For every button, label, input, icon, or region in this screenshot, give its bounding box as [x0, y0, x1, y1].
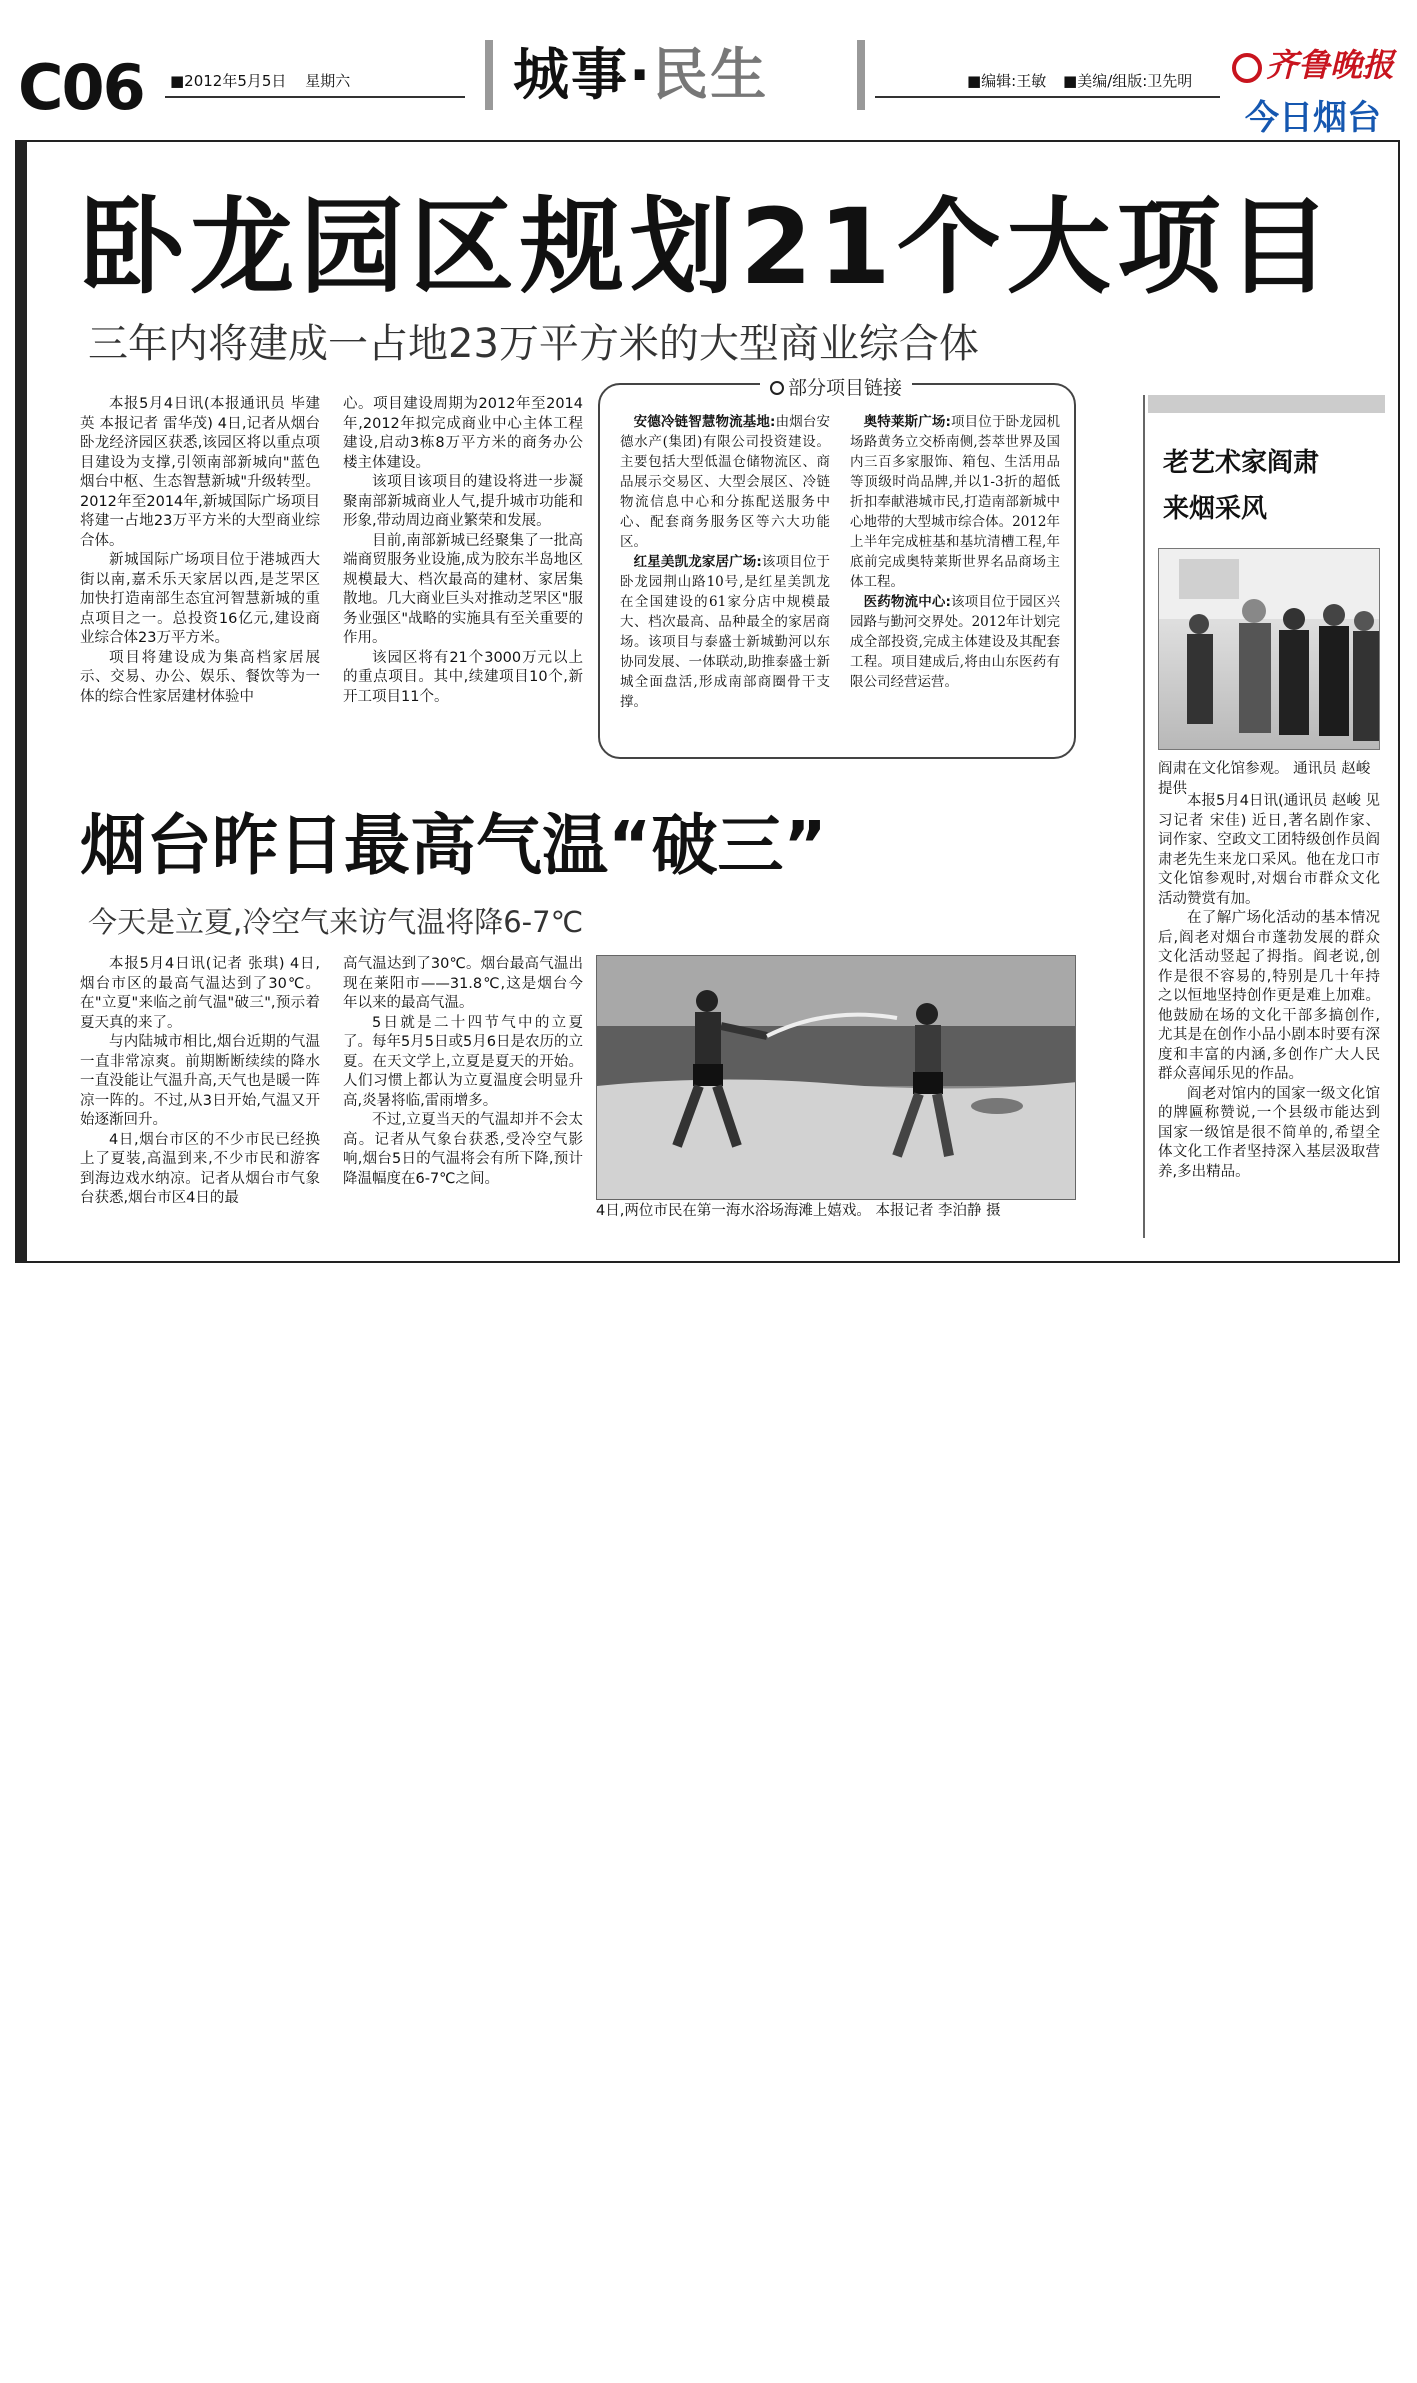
- side-headline-line: 来烟采风: [1163, 494, 1268, 524]
- story1-paragraph: 该项目该项目的建设将进一步凝聚南部新城商业人气,提升城市功能和形象,带动周边商业繁荣和发展。: [343, 474, 583, 529]
- beach-photo: [596, 955, 1076, 1200]
- story2-paragraph: 不过,立夏当天的气温却并不会太高。记者从气象台获悉,受冷空气影响,烟台5日的气温将会有所下降,预计降温幅度在6-7℃之间。: [343, 1112, 583, 1187]
- story1-column-1: [80, 395, 320, 707]
- paper-logo: [1232, 40, 1394, 86]
- link-entry-name: 红星美凯龙家居广场:: [633, 554, 762, 570]
- beach-photo-caption: 4日,两位市民在第一海水浴场海滩上嬉戏。 本报记者 李泊静 摄: [596, 1203, 1001, 1219]
- link-entry: [850, 412, 1060, 592]
- local-edition-label: 今日烟台: [1245, 98, 1381, 138]
- side-paragraph: 本报5月4日讯(通讯员 赵峻 见习记者 宋佳) 近日,著名剧作家、词作家、空政文工团特级创作员阎肃老先生来龙口采风。他在龙口市文化馆参观时,对烟台市群众文化活动赞赏有加。: [1158, 793, 1380, 907]
- links-column-right: [850, 412, 1060, 692]
- header-rule-left: [165, 96, 465, 98]
- project-links-title: 部分项目链接: [760, 373, 912, 400]
- beach-photo-figures: [597, 956, 1076, 1200]
- link-entry: [850, 592, 1060, 692]
- story2-paragraph: 与内陆城市相比,烟台近期的气温一直非常凉爽。前期断断续续的降水一直没能让气温升高,天气也是暖一阵凉一阵的。不过,从3日开始,气温又开始逐渐回升。: [80, 1034, 320, 1128]
- story2-column-1: [80, 955, 320, 1209]
- section-name-b: 民生: [652, 43, 769, 108]
- section-bar-left: [485, 40, 493, 110]
- link-entry-text: 该项目位于卧龙园荆山路10号,是红星美凯龙在全国建设的61家分店中规模最大、档次最高、品种最全的家居商场。该项目与泰盛士新城勤河以东协同发展、一体联动,助推泰盛士新城全面盘活,形成南部商圈骨干支撑。: [620, 554, 830, 710]
- story2-paragraph: 本报5月4日讯(记者 张琪) 4日,烟台市区的最高气温达到了30℃。在"立夏"来临之前气温"破三",预示着夏天真的来了。: [80, 956, 320, 1031]
- section-name-a: 城事: [513, 43, 629, 108]
- side-photo: [1158, 548, 1380, 750]
- side-headline-line: 老艺术家阎肃: [1163, 448, 1320, 478]
- story1-paragraph: 目前,南部新城已经聚集了一批高端商贸服务业设施,成为胶东半岛地区规模最大、档次最高的建材、家居集散地。几大商业巨头对推动芝罘区"服务业强区"战略的实施具有至关重要的作用。: [343, 532, 583, 646]
- story1-paragraph: 本报5月4日讯(本报通讯员 毕建英 本报记者 雷华茂) 4日,记者从烟台卧龙经济园区获悉,该园区将以重点项目建设为支撑,引领南部新城向"蓝色烟台中枢、生态智慧新城"升级转型。2012年至2014年,新城国际广场项目将建一占地23万平方米的大型商业综合体。: [80, 396, 320, 549]
- paper-logo-emblem-icon: [1232, 53, 1262, 83]
- date-text: ■2012年5月5日: [170, 72, 287, 90]
- section-banner: [485, 36, 865, 116]
- side-headline: [1163, 440, 1373, 532]
- story2-column-2: [343, 955, 583, 1189]
- section-bar-right: [857, 40, 865, 110]
- editor-text: ■编辑:王敏: [967, 72, 1047, 90]
- page-number: C06: [18, 51, 144, 124]
- story1-headline: 卧龙园区规划21个大项目: [80, 186, 1337, 308]
- link-entry-name: 奥特莱斯广场:: [863, 414, 951, 430]
- section-title: [513, 43, 769, 108]
- story2-subhead: 今天是立夏,冷空气来访气温将降6-7℃: [88, 905, 584, 939]
- story1-paragraph: 该园区将有21个3000万元以上的重点项目。其中,续建项目10个,新开工项目11个。: [343, 649, 583, 705]
- link-entry-name: 安德冷链智慧物流基地:: [633, 414, 776, 430]
- story1-paragraph: 项目将建设成为集高档家居展示、交易、办公、娱乐、餐饮等为一体的综合性家居建材体验中: [80, 649, 320, 705]
- link-entry-text: 由烟台安德水产(集团)有限公司投资建设。主要包括大型低温仓储物流区、商品展示交易区、大型会展区、冷链物流信息中心和分拣配送服务中心、配套商务服务区等六大功能区。: [620, 414, 830, 550]
- link-entry: [620, 412, 830, 552]
- story2-headline: 烟台昨日最高气温“破三”: [80, 807, 827, 884]
- editor-credits: [955, 70, 1192, 91]
- story1-paragraph: 新城国际广场项目位于港城西大街以南,嘉禾乐天家居以西,是芝罘区加快打造南部生态宜河智慧新城的重点项目之一。总投资16亿元,建设商业综合体23万平方米。: [80, 552, 320, 646]
- story2-paragraph: 高气温达到了30℃。烟台最高气温出现在莱阳市——31.8℃,这是烟台今年以来的最高气温。: [343, 956, 583, 1011]
- side-photo-figures: [1159, 549, 1380, 750]
- links-column-left: [620, 412, 830, 712]
- story1-paragraph: 心。项目建设周期为2012年至2014年,2012年拟完成商业中心主体工程建设,启动3栋8万平方米的商务办公楼主体建设。: [343, 396, 583, 471]
- weekday-text: 星期六: [305, 72, 351, 90]
- side-column-top-bar: [1148, 395, 1385, 413]
- art-editor-text: ■美编/组版:卫先明: [1063, 72, 1193, 90]
- issue-date: [170, 70, 364, 91]
- link-entry: [620, 552, 830, 712]
- story1-column-2: [343, 395, 583, 707]
- side-paragraph: 在了解广场化活动的基本情况后,阎老对烟台市蓬勃发展的群众文化活动竖起了拇指。阎老说,创作是很不容易的,特别是几十年持之以恒地坚持创作更是难上加难。他鼓励在场的文化干部多搞创作,尤其是在创作小品小剧本时要有深度和丰富的内涵,多创作广大人民群众喜闻乐见的作品。: [1158, 910, 1380, 1082]
- story2-paragraph: 5日就是二十四节气中的立夏了。每年5月5日或5月6日是农历的立夏。在天文学上,立夏是夏天的开始。人们习惯上都认为立夏温度会明显升高,炎暑将临,雷雨增多。: [343, 1014, 583, 1109]
- side-photo-caption: 阎肃在文化馆参观。 通讯员 赵峻 提供: [1158, 761, 1371, 797]
- link-entry-name: 医药物流中心:: [863, 594, 951, 610]
- link-entry-text: 项目位于卧龙园机场路黄务立交桥南侧,荟萃世界及国内三百多家服饰、箱包、生活用品等顶级时尚品牌,并以1-3折的超低折扣奉献港城市民,打造南部新城中心地带的大型城市综合体。2012年上半年完成桩基和基坑清槽工程,年底前完成奥特莱斯世界名品商场主体工程。: [850, 414, 1061, 590]
- paper-logo-text: 齐鲁晚报: [1266, 46, 1395, 84]
- link-bullet-icon: [770, 381, 784, 395]
- header-rule-right: [875, 96, 1220, 98]
- story2-paragraph: 4日,烟台市区的不少市民已经换上了夏装,高温到来,不少市民和游客到海边戏水纳凉。记者从烟台市气象台获悉,烟台市区4日的最: [80, 1131, 320, 1206]
- link-entry-text: 该项目位于园区兴园路与勤河交界处。2012年计划完成全部投资,完成主体建设及其配套工程。项目建成后,将由山东医药有限公司经营运营。: [850, 594, 1061, 690]
- story1-subhead: 三年内将建成一占地23万平方米的大型商业综合体: [88, 321, 979, 367]
- section-dot: ·: [629, 43, 653, 108]
- side-paragraph: 阎老对馆内的国家一级文化馆的牌匾称赞说,一个县级市能达到国家一级馆是很不简单的,希望全体文化工作者坚持深入基层汲取营养,多出精品。: [1158, 1085, 1380, 1180]
- side-article-body: [1158, 792, 1380, 1182]
